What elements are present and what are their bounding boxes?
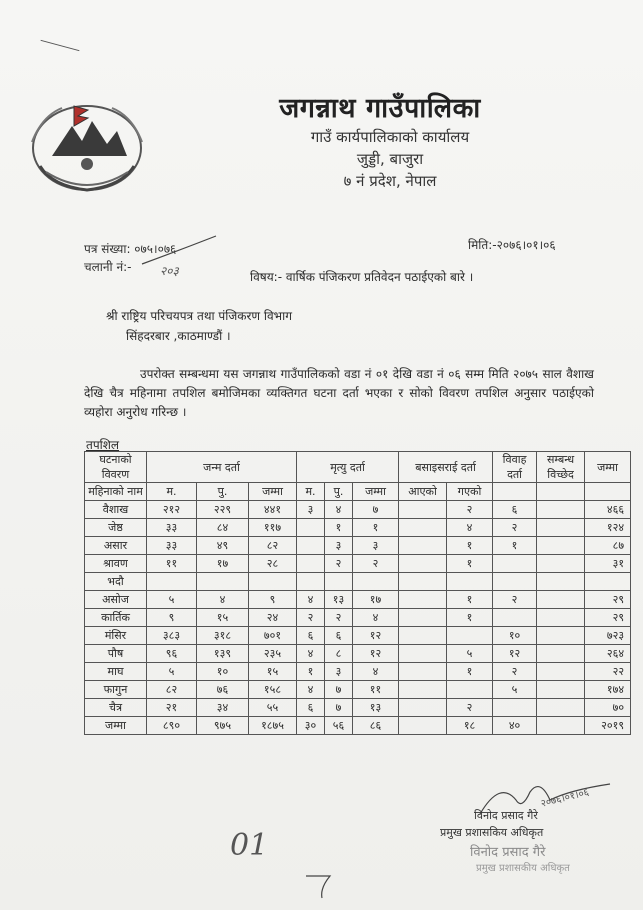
cell-month: जम्मा xyxy=(85,717,147,735)
cell-birth-female: ४९ xyxy=(197,537,249,555)
cell-divorce xyxy=(537,555,585,573)
letterhead xyxy=(150,92,570,192)
cell-month: असार xyxy=(85,537,147,555)
cell-birth-male: ९६ xyxy=(147,645,197,663)
cell-divorce xyxy=(537,699,585,717)
cell-month: जेष्ठ xyxy=(85,519,147,537)
cell-migration-in xyxy=(399,663,447,681)
cell-total: २२ xyxy=(585,663,631,681)
cell-birth-female: २२९ xyxy=(197,501,249,519)
cell-migration-in xyxy=(399,717,447,735)
cell-marriage: १० xyxy=(493,627,537,645)
cell-birth-sum: १५ xyxy=(249,663,297,681)
cell-month: भदौ xyxy=(85,573,147,591)
table-row xyxy=(85,609,631,627)
cell-month: फागुन xyxy=(85,681,147,699)
cell-birth-sum: १५८ xyxy=(249,681,297,699)
cell-death-female: ३ xyxy=(325,537,353,555)
cell-birth-sum: १८७५ xyxy=(249,717,297,735)
header-death-sum: जम्मा xyxy=(353,483,399,501)
cell-death-male: ३ xyxy=(297,501,325,519)
cell-migration-in xyxy=(399,519,447,537)
cell-marriage: ६ xyxy=(493,501,537,519)
table-row xyxy=(85,645,631,663)
cell-death-female: २ xyxy=(325,555,353,573)
cell-death-male: ६ xyxy=(297,627,325,645)
cell-total: ३१ xyxy=(585,555,631,573)
cell-month: वैशाख xyxy=(85,501,147,519)
cell-marriage: २ xyxy=(493,519,537,537)
header-event: घटनाको विवरण xyxy=(85,452,147,483)
cell-migration-out xyxy=(447,627,493,645)
cell-migration-out xyxy=(447,681,493,699)
cell-divorce xyxy=(537,663,585,681)
cell-birth-male: ८२ xyxy=(147,681,197,699)
cell-death-male: १ xyxy=(297,663,325,681)
signatory-block xyxy=(440,808,620,874)
cell-migration-out: १ xyxy=(447,609,493,627)
header-marriage-blank xyxy=(493,483,537,501)
cell-birth-female: १३९ xyxy=(197,645,249,663)
addressee-line-1: श्री राष्ट्रिय परिचयपत्र तथा पंजिकरण विभाग xyxy=(106,309,292,323)
cell-birth-male: ३८३ xyxy=(147,627,197,645)
cell-marriage: १ xyxy=(493,537,537,555)
table-row xyxy=(85,717,631,735)
cell-death-sum: १२ xyxy=(353,627,399,645)
cell-migration-out: १८ xyxy=(447,717,493,735)
cell-month: असोज xyxy=(85,591,147,609)
pen-mark xyxy=(41,40,80,51)
cell-death-sum xyxy=(353,573,399,591)
cell-divorce xyxy=(537,519,585,537)
cell-birth-female: ७६ xyxy=(197,681,249,699)
header-month: महिनाको नाम xyxy=(85,483,147,501)
cell-death-male xyxy=(297,537,325,555)
cell-migration-out: १ xyxy=(447,591,493,609)
table-row xyxy=(85,663,631,681)
cell-death-female: १३ xyxy=(325,591,353,609)
details-heading: तपशिल xyxy=(86,438,120,452)
cell-death-sum: ७ xyxy=(353,501,399,519)
cell-death-sum: १७ xyxy=(353,591,399,609)
cell-marriage: ५ xyxy=(493,681,537,699)
cell-death-female xyxy=(325,573,353,591)
cell-death-male xyxy=(297,519,325,537)
cell-migration-in xyxy=(399,645,447,663)
cell-migration-in xyxy=(399,501,447,519)
header-divorce: सम्बन्ध विच्छेद xyxy=(537,452,585,483)
header-migration-in: आएको xyxy=(399,483,447,501)
cell-birth-male: २१२ xyxy=(147,501,197,519)
cell-migration-out: १ xyxy=(447,663,493,681)
cell-divorce xyxy=(537,627,585,645)
cell-divorce xyxy=(537,681,585,699)
cell-divorce xyxy=(537,501,585,519)
letter-body: उपरोक्त सम्बन्धमा यस जगन्नाथ गाउँपालिकको वडा नं ०१ देखि वडा नं ०६ सम्म मिति २०७५ साल वैशाख देखि चैत्र महिनामा तपशिल बमोजिमका व्यक्तिगत घटना दर्ता भएका र सोको विवरण तपशिल अनुसार पठाईएको व्यहोरा अनुरोध गरिन्छ । xyxy=(84,367,594,419)
addressee xyxy=(106,306,292,346)
cell-marriage xyxy=(493,699,537,717)
cell-death-female: ७ xyxy=(325,699,353,717)
registration-table xyxy=(84,451,631,735)
cell-divorce xyxy=(537,609,585,627)
cell-death-male: ३० xyxy=(297,717,325,735)
stamp-title: प्रमुख प्रशासकीय अधिकृत xyxy=(476,863,570,874)
table-body xyxy=(85,501,631,735)
cell-birth-female: ८४ xyxy=(197,519,249,537)
cell-death-male: २ xyxy=(297,609,325,627)
cell-total: ७० xyxy=(585,699,631,717)
cell-divorce xyxy=(537,645,585,663)
table-row xyxy=(85,501,631,519)
nepal-emblem-icon xyxy=(22,86,152,202)
ink-mark-icon xyxy=(300,870,340,900)
cell-migration-out xyxy=(447,573,493,591)
cell-death-sum: १२ xyxy=(353,645,399,663)
cell-birth-sum: ८२ xyxy=(249,537,297,555)
table-row xyxy=(85,519,631,537)
header-divorce-blank xyxy=(537,483,585,501)
cell-migration-out: २ xyxy=(447,501,493,519)
cell-divorce xyxy=(537,573,585,591)
cell-month: पौष xyxy=(85,645,147,663)
header-birth-male: म. xyxy=(147,483,197,501)
cell-death-sum: १ xyxy=(353,519,399,537)
cell-death-male: ६ xyxy=(297,699,325,717)
cell-death-female: १ xyxy=(325,519,353,537)
cell-total: २९ xyxy=(585,609,631,627)
cell-total: २०१९ xyxy=(585,717,631,735)
table-row xyxy=(85,627,631,645)
cell-migration-out: १ xyxy=(447,555,493,573)
cell-death-female: ४ xyxy=(325,501,353,519)
cell-migration-in xyxy=(399,627,447,645)
cell-month: श्रावण xyxy=(85,555,147,573)
cell-total: ८७ xyxy=(585,537,631,555)
cell-birth-male: ८९० xyxy=(147,717,197,735)
signatory-designation: प्रमुख प्रशासकिय अधिकृत xyxy=(440,826,544,839)
cell-divorce xyxy=(537,537,585,555)
cell-death-male: ४ xyxy=(297,645,325,663)
cell-birth-sum: ४४१ xyxy=(249,501,297,519)
cell-marriage xyxy=(493,573,537,591)
cell-death-sum: १३ xyxy=(353,699,399,717)
header-marriage: विवाह दर्ता xyxy=(493,452,537,483)
cell-birth-male: ५ xyxy=(147,663,197,681)
cell-death-sum: २ xyxy=(353,555,399,573)
cell-month: माघ xyxy=(85,663,147,681)
pen-stroke-icon xyxy=(140,232,220,272)
signature-date: २०७६।०१।०६ xyxy=(539,787,591,810)
cell-death-male: ४ xyxy=(297,591,325,609)
table-row xyxy=(85,537,631,555)
table-row xyxy=(85,681,631,699)
cell-divorce xyxy=(537,591,585,609)
cell-death-female: ३ xyxy=(325,663,353,681)
cell-marriage xyxy=(493,609,537,627)
cell-birth-male: ५ xyxy=(147,591,197,609)
cell-migration-in xyxy=(399,573,447,591)
cell-birth-female: ४ xyxy=(197,591,249,609)
cell-death-sum: ४ xyxy=(353,609,399,627)
cell-death-male xyxy=(297,555,325,573)
addressee-line-2: सिंहदरबार ,काठमाण्डौं । xyxy=(126,329,231,343)
cell-divorce xyxy=(537,717,585,735)
cell-migration-out: ४ xyxy=(447,519,493,537)
cell-death-female: ८ xyxy=(325,645,353,663)
letter-date: मिति:-२०७६।०१।०६ xyxy=(468,238,556,252)
cell-marriage: २ xyxy=(493,591,537,609)
cell-birth-female xyxy=(197,573,249,591)
cell-death-female: ५६ xyxy=(325,717,353,735)
cell-month: कार्तिक xyxy=(85,609,147,627)
cell-death-male xyxy=(297,573,325,591)
cell-birth-sum: ७०१ xyxy=(249,627,297,645)
cell-birth-female: १५ xyxy=(197,609,249,627)
cell-total xyxy=(585,573,631,591)
table-row xyxy=(85,591,631,609)
cell-birth-sum: ९ xyxy=(249,591,297,609)
cell-birth-female: १० xyxy=(197,663,249,681)
cell-month: मंसिर xyxy=(85,627,147,645)
cell-birth-female: १७ xyxy=(197,555,249,573)
table-row xyxy=(85,573,631,591)
cell-migration-in xyxy=(399,591,447,609)
municipality-title: जगन्नाथ गाउँपालिका xyxy=(279,93,481,124)
cell-birth-male: ९ xyxy=(147,609,197,627)
table-row xyxy=(85,555,631,573)
header-birth-female: पु. xyxy=(197,483,249,501)
cell-death-female: २ xyxy=(325,609,353,627)
cell-birth-female: ९७५ xyxy=(197,717,249,735)
cell-month: चैत्र xyxy=(85,699,147,717)
cell-marriage: ४० xyxy=(493,717,537,735)
cell-marriage: १२ xyxy=(493,645,537,663)
cell-death-sum: ३ xyxy=(353,537,399,555)
cell-death-sum: ४ xyxy=(353,663,399,681)
cell-migration-out: ५ xyxy=(447,645,493,663)
cell-migration-in xyxy=(399,555,447,573)
cell-death-female: ६ xyxy=(325,627,353,645)
cell-marriage xyxy=(493,555,537,573)
cell-birth-sum: ५५ xyxy=(249,699,297,717)
cell-total: १२४ xyxy=(585,519,631,537)
cell-birth-male xyxy=(147,573,197,591)
cell-migration-in xyxy=(399,699,447,717)
dispatch-label: चलानी नं:- xyxy=(84,260,132,274)
cell-birth-female: ३४ xyxy=(197,699,249,717)
stamp-name: विनोद प्रसाद गैरे xyxy=(470,845,546,860)
cell-birth-sum xyxy=(249,573,297,591)
cell-migration-in xyxy=(399,609,447,627)
cell-death-male: ४ xyxy=(297,681,325,699)
cell-migration-out: २ xyxy=(447,699,493,717)
cell-birth-female: ३१८ xyxy=(197,627,249,645)
header-total: जम्मा xyxy=(585,452,631,483)
handwritten-mark: 01 xyxy=(230,828,269,863)
header-death-male: म. xyxy=(297,483,325,501)
dispatch-number: २०३ xyxy=(160,264,179,278)
office-province: ७ नं प्रदेश, नेपाल xyxy=(343,172,437,190)
cell-total: २९ xyxy=(585,591,631,609)
cell-birth-sum: २८ xyxy=(249,555,297,573)
header-migration: बसाइसराई दर्ता xyxy=(399,452,493,483)
cell-total: ४६६ xyxy=(585,501,631,519)
office-location: जुड्डी, बाजुरा xyxy=(356,150,424,168)
table-row xyxy=(85,699,631,717)
cell-migration-in xyxy=(399,537,447,555)
cell-migration-out: १ xyxy=(447,537,493,555)
header-death: मृत्यु दर्ता xyxy=(297,452,399,483)
cell-birth-sum: २३५ xyxy=(249,645,297,663)
signatory-name: विनोद प्रसाद गैरे xyxy=(474,809,538,822)
cell-birth-sum: २४ xyxy=(249,609,297,627)
cell-birth-sum: ११७ xyxy=(249,519,297,537)
header-migration-out: गएको xyxy=(447,483,493,501)
cell-birth-male: ३३ xyxy=(147,519,197,537)
reference-number: पत्र संख्या: ०७५।०७६ xyxy=(84,242,177,256)
header-birth: जन्म दर्ता xyxy=(147,452,297,483)
cell-total: २६४ xyxy=(585,645,631,663)
cell-birth-male: ११ xyxy=(147,555,197,573)
header-total-blank xyxy=(585,483,631,501)
header-death-female: पु. xyxy=(325,483,353,501)
cell-death-sum: ८६ xyxy=(353,717,399,735)
cell-marriage: २ xyxy=(493,663,537,681)
office-name: गाउँ कार्यपालिकाको कार्यालय xyxy=(310,128,470,146)
cell-total: १७४ xyxy=(585,681,631,699)
cell-birth-male: ३३ xyxy=(147,537,197,555)
cell-total: ७२३ xyxy=(585,627,631,645)
cell-death-sum: ११ xyxy=(353,681,399,699)
letter-subject: विषय:- वार्षिक पंजिकरण प्रतिवेदन पठाईएको बारे । xyxy=(250,270,474,284)
cell-migration-in xyxy=(399,681,447,699)
cell-birth-male: २१ xyxy=(147,699,197,717)
cell-death-female: ७ xyxy=(325,681,353,699)
header-birth-sum: जम्मा xyxy=(249,483,297,501)
